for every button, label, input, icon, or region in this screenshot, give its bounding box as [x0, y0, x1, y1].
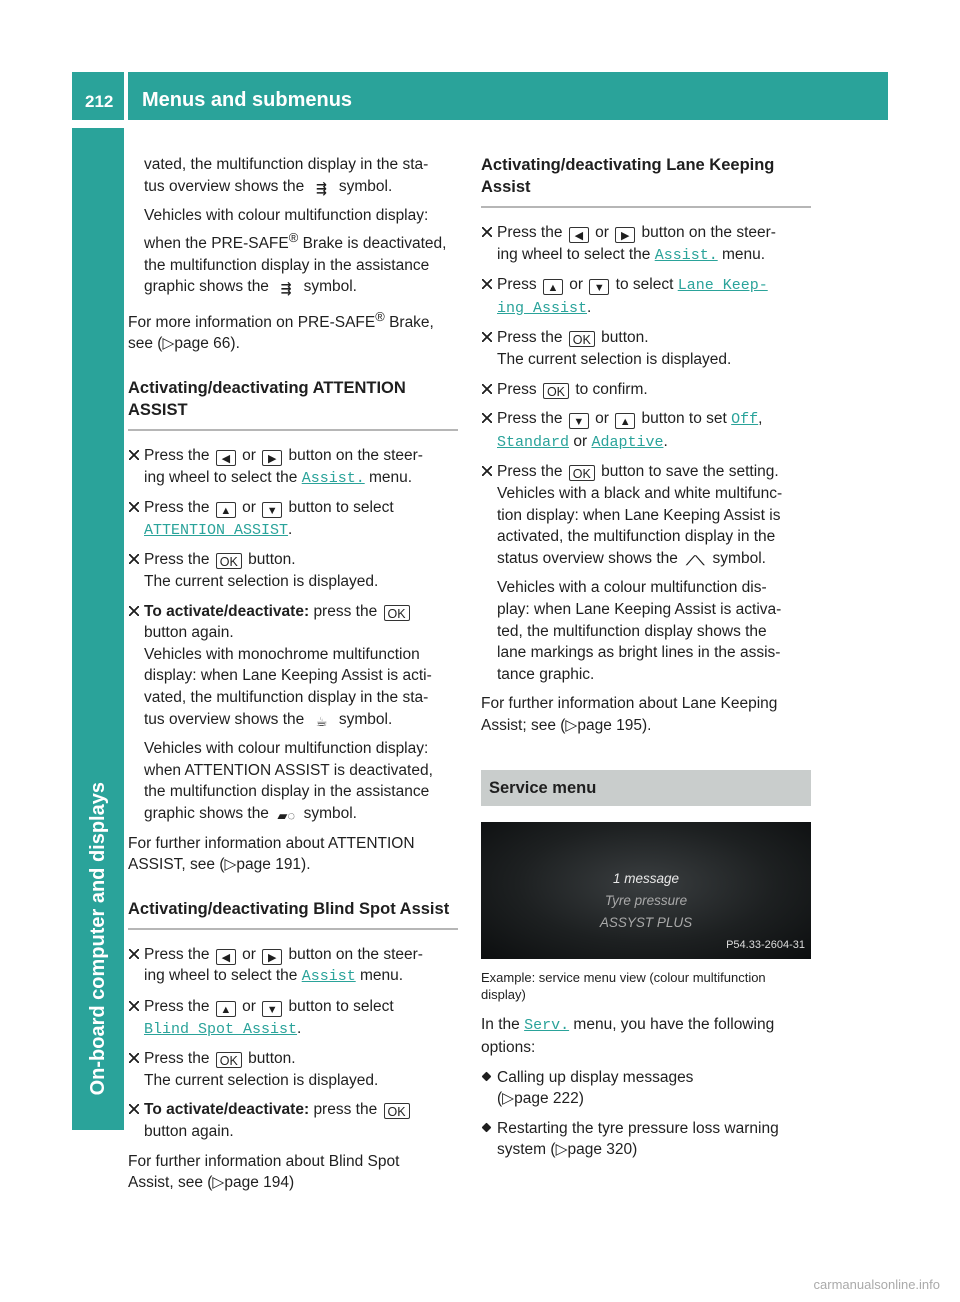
text: ( [497, 1090, 503, 1108]
text: menu, you have the following [573, 1016, 775, 1034]
page-ref-icon: ▷ [162, 335, 175, 353]
page-title [128, 72, 888, 120]
text: page 66). [174, 335, 240, 353]
text: or [242, 997, 256, 1015]
text: button on the steer- [288, 447, 423, 465]
text: Vehicles with monochrome multifunction [144, 645, 420, 663]
text: Assist, see ( [128, 1174, 213, 1192]
text: press the [313, 602, 378, 620]
text: page 194) [224, 1174, 295, 1192]
text: To activate/deactivate: [144, 602, 310, 620]
blind-spot-step-3 [128, 1048, 458, 1091]
text: Brake, [389, 313, 434, 331]
text: The current selection is displayed. [144, 1071, 379, 1089]
down-arrow-button-icon: ▼ [262, 1001, 282, 1017]
lane-keeping-icon: ⟋⟍ [686, 552, 705, 568]
adaptive-option: Adaptive [591, 433, 664, 451]
text: Press the [144, 447, 210, 465]
service-option-2 [481, 1118, 811, 1161]
left-arrow-button-icon: ◀ [216, 949, 236, 965]
text: Press the [497, 410, 563, 428]
text: button to save the setting. [601, 463, 779, 481]
right-arrow-button-icon: ▶ [615, 227, 635, 243]
up-arrow-button-icon: ▲ [216, 502, 236, 518]
text: For further information about ATTENTION [128, 834, 415, 852]
text: menu. [722, 245, 766, 263]
text: activated, the multifunction display in the [497, 528, 776, 546]
registered-mark: ® [375, 308, 385, 324]
chapter-side-label-text: On-board computer and displays [86, 781, 109, 1095]
text: or [242, 945, 256, 963]
lane-keeping-assist-menu-item: Lane Keep‐ [677, 277, 768, 295]
blind-spot-step-2: Press the ▲ or ▼ button to select Blind Spot Assist. [128, 996, 458, 1040]
service-menu-heading-text: Service menu [489, 779, 597, 798]
assist-menu-label: Assist [301, 968, 356, 986]
lane-keeping-assist-heading: Activating/deactivating Lane Keeping Assist [481, 154, 811, 208]
text: button again. [144, 1122, 234, 1140]
text: The current selection is displayed. [497, 350, 732, 368]
up-arrow-button-icon: ▲ [543, 279, 563, 295]
text: For further information about Blind Spot [128, 1152, 400, 1170]
text: Brake is deactivated, [302, 234, 447, 252]
text: Press the [144, 499, 210, 517]
lane-keeping-assist-menu-item-cont: ing Assist [497, 299, 588, 317]
text: button to set [641, 410, 727, 428]
text: Vehicles with a colour multifunction dis- [497, 579, 767, 597]
text: when the PRE-SAFE [144, 234, 289, 252]
intro-paragraph-2 [128, 205, 458, 298]
text: page 222) [514, 1090, 584, 1108]
text: tus overview shows the [144, 710, 305, 728]
lane-step-3 [481, 327, 811, 370]
service-menu-display-image [481, 822, 811, 959]
text: button to select [288, 499, 394, 517]
blind-spot-more-info [128, 1151, 458, 1194]
text: the multifunction display in the assistance [144, 783, 430, 801]
text: Press the [144, 1050, 210, 1068]
pre-safe-off-color-icon: ⇶ [280, 281, 292, 297]
text: when ATTENTION ASSIST is deactivated, [144, 761, 433, 779]
left-arrow-button-icon: ◀ [216, 450, 236, 466]
text: ASSIST, see ( [128, 856, 225, 874]
text: ing wheel to select the [497, 245, 651, 263]
text: symbol. [712, 549, 766, 567]
text: page 191). [236, 856, 311, 874]
text: To activate/deactivate: [144, 1101, 310, 1119]
text: or [595, 224, 609, 241]
text: options: [481, 1039, 536, 1057]
display-line-2: Tyre pressure [604, 893, 688, 909]
ok-button-icon: OK [216, 553, 242, 569]
page-ref-icon: ▷ [224, 856, 237, 874]
service-menu-heading [481, 770, 811, 806]
right-arrow-button-icon: ▶ [262, 949, 282, 965]
blind-spot-assist-menu-item: Blind Spot Assist [144, 1020, 298, 1038]
intro-paragraph-3 [128, 306, 458, 355]
ok-button-icon: OK [216, 1052, 242, 1068]
text: button. [248, 551, 296, 569]
text: Assist; see ( [481, 716, 566, 734]
text: button on the steer- [641, 224, 776, 241]
text: lane markings as bright lines in the assis- [497, 644, 781, 662]
service-option-1 [481, 1067, 811, 1110]
text: button. [248, 1050, 296, 1068]
intro-paragraph-1 [128, 154, 458, 197]
text: button on the steer- [288, 945, 423, 963]
ok-button-icon: OK [384, 1103, 410, 1119]
text: ted, the multifunction display shows the [497, 622, 767, 640]
text: Press the [497, 329, 563, 347]
text: status overview shows the [497, 549, 678, 567]
text: press the [313, 1101, 378, 1119]
text: button to select [288, 997, 394, 1015]
text: system ( [497, 1141, 556, 1159]
text: to confirm. [575, 380, 648, 398]
ok-button-icon: OK [384, 605, 410, 621]
footer-watermark: carmanualsonline.info [813, 1277, 940, 1292]
lane-colour-note [497, 577, 811, 685]
text: symbol. [303, 804, 357, 822]
text: to select [615, 276, 674, 294]
text: graphic shows the [144, 804, 269, 822]
attention-step-2: Press the ▲ or ▼ button to select ATTENTION ASSIST. [128, 497, 458, 541]
text: vated, the multifunction display in the sta- [144, 156, 429, 173]
pre-safe-off-icon: ⇶ [316, 180, 328, 196]
blind-spot-step-4 [128, 1099, 458, 1142]
chapter-side-label [88, 625, 108, 1095]
attention-off-icon: ▰◌ [277, 807, 296, 823]
down-arrow-button-icon: ▼ [569, 413, 589, 429]
text: menu. [360, 967, 404, 985]
display-line-1: 1 message [612, 871, 680, 887]
up-arrow-button-icon: ▲ [615, 413, 635, 429]
page-ref-icon: ▷ [565, 716, 578, 734]
display-line-3: ASSYST PLUS [599, 915, 693, 931]
lane-step-6 [481, 461, 811, 685]
down-arrow-button-icon: ▼ [589, 279, 609, 295]
text: Press the [497, 463, 563, 481]
text: Press [497, 276, 537, 294]
lane-step-2: Press ▲ or ▼ to select Lane Keep‐ ing Assist. [481, 274, 811, 319]
assist-menu-label: Assist. [301, 469, 365, 487]
text: Vehicles with colour multifunction display: [144, 740, 429, 758]
text: display: when Lane Keeping Assist is acti- [144, 667, 432, 685]
image-caption: Example: service menu view (colour multifunction display) [481, 970, 766, 1003]
assist-menu-label: Assist. [654, 246, 718, 264]
page-ref-icon: ▷ [555, 1141, 568, 1159]
text: Press the [144, 945, 210, 963]
text: tance graphic. [497, 665, 595, 683]
text: Press the [144, 997, 210, 1015]
text: Calling up display messages [497, 1068, 694, 1086]
image-code: P54.33-2604-31 [726, 938, 805, 951]
text: Press [497, 380, 537, 398]
text: ing wheel to select the [144, 967, 298, 985]
registered-mark: ® [288, 229, 299, 245]
text: Restarting the tyre pressure loss warning [497, 1119, 779, 1137]
text: menu. [369, 468, 413, 486]
standard-option: Standard [497, 433, 570, 451]
text: Press the [144, 551, 210, 569]
text: ing wheel to select the [144, 468, 298, 486]
text: symbol. [338, 177, 393, 195]
text: vated, the multifunction display in the sta- [144, 689, 429, 706]
lane-step-4 [481, 379, 811, 401]
text: tion display: when Lane Keeping Assist is [497, 506, 781, 524]
right-arrow-button-icon: ▶ [262, 450, 282, 466]
text: or [242, 499, 256, 517]
right-column [481, 154, 811, 1169]
text: play: when Lane Keeping Assist is activa- [497, 600, 782, 618]
text: or [569, 276, 584, 294]
page-title-text: Menus and submenus [142, 89, 353, 111]
text: or [573, 432, 588, 450]
page-ref-icon: ▷ [212, 1174, 225, 1192]
text: see ( [128, 335, 163, 353]
down-arrow-button-icon: ▼ [262, 502, 282, 518]
text: Vehicles with a black and white multifunc- [497, 484, 783, 502]
text: Press the [497, 224, 563, 241]
attention-colour-note [144, 738, 458, 824]
text: For more information on PRE-SAFE [128, 313, 376, 331]
text: The current selection is displayed. [144, 573, 379, 591]
text: In the [481, 1016, 520, 1034]
page-ref-icon: ▷ [502, 1090, 515, 1108]
text: Vehicles with colour multifunction display: [144, 207, 429, 225]
text: For further information about Lane Keeping [481, 695, 778, 713]
service-intro [481, 1014, 811, 1058]
text: or [595, 410, 609, 428]
text: symbol. [303, 278, 357, 296]
blind-spot-step-1 [128, 944, 458, 988]
page-number-text: 212 [85, 92, 114, 111]
blind-spot-assist-heading: Activating/deactivating Blind Spot Assist [128, 898, 458, 930]
attention-assist-heading: Activating/deactivating ATTENTION ASSIST [128, 377, 458, 431]
text: the multifunction display in the assistance [144, 256, 430, 274]
attention-step-4 [128, 601, 458, 825]
attention-more-info [128, 833, 458, 876]
ok-button-icon: OK [569, 465, 595, 481]
text: page 320) [567, 1141, 638, 1159]
text: tus overview shows the [144, 177, 305, 195]
attention-assist-menu-item: ATTENTION ASSIST [144, 521, 289, 539]
ok-button-icon: OK [569, 331, 595, 347]
lane-step-1 [481, 222, 811, 266]
left-column [128, 154, 458, 1202]
lane-more-info [481, 693, 811, 736]
serv-menu-label: Serv. [524, 1017, 570, 1035]
up-arrow-button-icon: ▲ [216, 1001, 236, 1017]
attention-step-3 [128, 549, 458, 592]
left-arrow-button-icon: ◀ [569, 227, 589, 243]
coffee-cup-icon: ☕ [315, 713, 328, 729]
text: graphic shows the [144, 278, 269, 296]
text: button. [601, 329, 649, 347]
text: symbol. [338, 710, 393, 728]
ok-button-icon: OK [543, 383, 569, 399]
text: button again. [144, 624, 234, 642]
text: or [242, 447, 256, 465]
page-number [72, 72, 124, 120]
attention-step-1 [128, 445, 458, 489]
text: page 195). [577, 716, 652, 734]
lane-step-5: Press the ▼ or ▲ button to set Off, Standard or Adaptive. [481, 408, 811, 453]
off-option: Off [731, 411, 759, 429]
